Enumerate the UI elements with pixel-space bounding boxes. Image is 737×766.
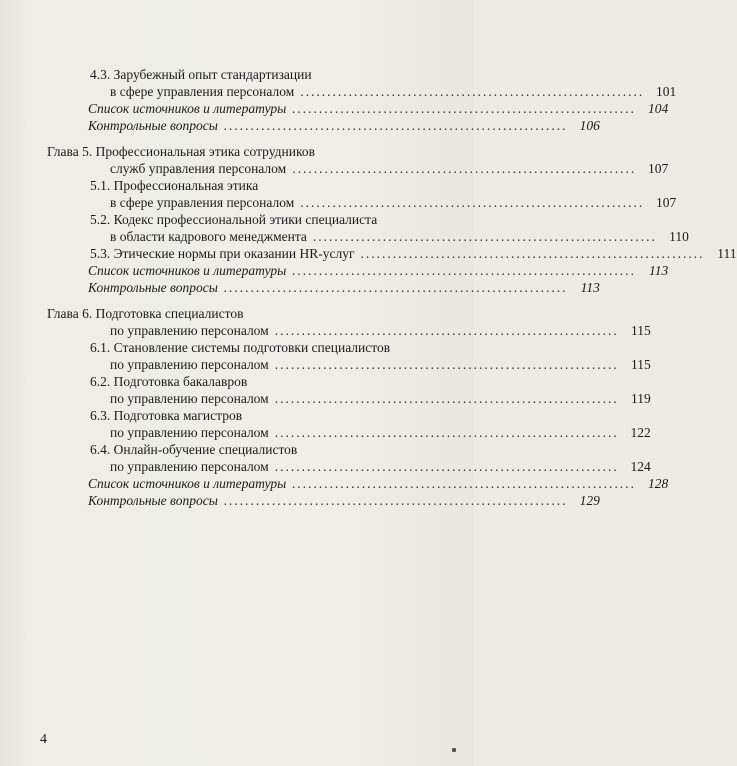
toc-entry-title: Глава 5. Профессиональная этика сотрудников (47, 144, 315, 159)
toc-page-number: 106 (579, 118, 600, 133)
dot-leader: ................................................................ (312, 229, 657, 244)
toc-entry-title: Список источников и литературы (88, 101, 287, 116)
dot-leader: ................................................................ (360, 246, 705, 261)
toc-page-number: 101 (656, 84, 677, 99)
dot-leader: ................................................................ (292, 263, 637, 278)
toc-page-number: 110 (669, 229, 689, 244)
toc-entry (88, 100, 669, 117)
toc-entry-title: Глава 6. Подготовка специалистов (47, 306, 244, 321)
toc-entry (90, 211, 377, 228)
toc-chapter (47, 305, 243, 322)
dot-leader: ................................................................ (274, 391, 619, 406)
toc-page-number: 124 (630, 459, 651, 474)
toc-entry (110, 228, 689, 245)
toc-entry (90, 373, 247, 390)
toc-entry (88, 492, 600, 509)
toc-entry (90, 441, 297, 458)
toc-page-number: 129 (579, 493, 600, 508)
dot-leader: ................................................................ (274, 357, 619, 372)
toc-page-number: 119 (630, 391, 651, 406)
toc-entry (90, 407, 242, 424)
toc-entry-title: Список источников и литературы (88, 263, 287, 278)
dot-leader: ................................................................ (223, 280, 568, 295)
toc-entry-title: 5.3. Этические нормы при оказании HR-услуг (90, 246, 355, 261)
toc-entry-title: по управлению персоналом (110, 459, 269, 474)
dot-leader: ................................................................ (274, 323, 619, 338)
toc-entry-title: служб управления персоналом (110, 161, 287, 176)
toc-entry-title: по управлению персоналом (110, 357, 269, 372)
page-number: 4 (40, 732, 47, 747)
dot-leader: ................................................................ (300, 195, 645, 210)
toc-page-number: 113 (649, 263, 669, 278)
dot-leader: ................................................................ (274, 459, 619, 474)
print-speck (452, 748, 456, 752)
toc-page-number: 115 (630, 357, 651, 372)
toc-entry (88, 262, 669, 279)
toc-page-number: 113 (580, 280, 600, 295)
toc-page-number: 104 (648, 101, 669, 116)
dot-leader: ................................................................ (292, 161, 637, 176)
toc-entry-title: Контрольные вопросы (88, 118, 218, 133)
toc-entry (88, 117, 600, 134)
toc-entry-title: 6.3. Подготовка магистров (90, 408, 243, 423)
toc-entry (110, 83, 677, 100)
toc-page-number: 111 (717, 246, 737, 261)
toc-entry-title: Контрольные вопросы (88, 493, 218, 508)
toc-entry (90, 66, 312, 83)
toc-entry-title: 6.4. Онлайн-обучение специалистов (90, 442, 298, 457)
toc-entry (110, 160, 669, 177)
toc-entry-title: по управлению персоналом (110, 391, 269, 406)
toc-entry-title: 5.1. Профессиональная этика (90, 178, 259, 193)
toc-entry (110, 356, 651, 373)
toc-entry (110, 194, 677, 211)
toc-entry-title: в области кадрового менеджмента (110, 229, 307, 244)
dot-leader: ................................................................ (223, 118, 568, 133)
toc-entry (110, 458, 651, 475)
toc-entry-title: по управлению персоналом (110, 425, 269, 440)
toc-entry (110, 424, 651, 441)
toc-chapter (47, 143, 315, 160)
toc-page-number: 107 (647, 161, 669, 176)
toc-entry (88, 475, 669, 492)
toc-entry-title: в сфере управления персоналом (110, 84, 295, 99)
toc-entry-title: в сфере управления персоналом (110, 195, 295, 210)
toc-entry (90, 245, 737, 262)
toc-entry-title: 5.2. Кодекс профессиональной этики специалиста (90, 212, 378, 227)
toc-entry (90, 339, 390, 356)
dot-leader: ................................................................ (292, 476, 637, 491)
toc-page-number: 122 (630, 425, 651, 440)
dot-leader: ................................................................ (300, 84, 645, 99)
toc-entry-title: 4.3. Зарубежный опыт стандартизации (90, 67, 312, 82)
toc-entry (110, 322, 651, 339)
toc-entry-title: Список источников и литературы (88, 476, 287, 491)
toc-entry (90, 177, 258, 194)
dot-leader: ................................................................ (223, 493, 568, 508)
dot-leader: ................................................................ (274, 425, 619, 440)
toc-entry-title: 6.2. Подготовка бакалавров (90, 374, 248, 389)
dot-leader: ................................................................ (292, 101, 637, 116)
toc-entry (110, 390, 651, 407)
toc-entry-title: по управлению персоналом (110, 323, 269, 338)
toc-page-number: 107 (656, 195, 677, 210)
toc-page-number: 115 (630, 323, 651, 338)
toc-page-number: 128 (648, 476, 669, 491)
toc-entry-title: Контрольные вопросы (88, 280, 218, 295)
toc-entry (88, 279, 600, 296)
toc-entry-title: 6.1. Становление системы подготовки специалистов (90, 340, 391, 355)
